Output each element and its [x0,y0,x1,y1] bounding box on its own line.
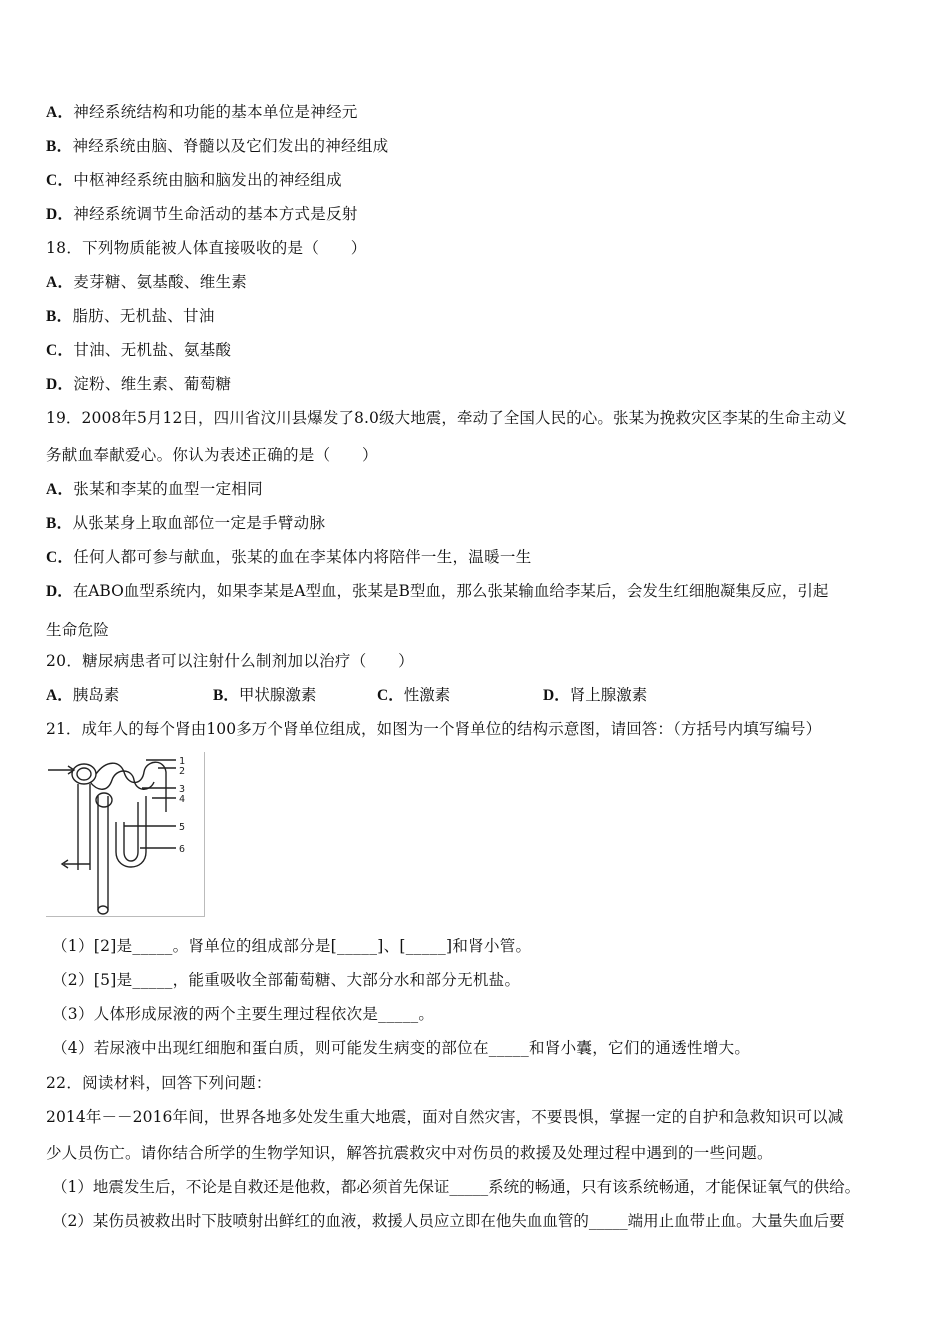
q19-option-c: C．任何人都可参与献血，张某的血在李某体内将陪伴一生，温暖一生 [46,548,532,566]
loop-of-henle [116,796,146,867]
figure-label-1: 1 [179,756,186,767]
q22-sub-1: （1）地震发生后，不论是自救还是他救，都必须首先保证_____系统的畅通，只有该系统畅通，才能保证氧气的供给。 [52,1178,861,1196]
q19-option-d-continuation: 生命危险 [46,621,110,639]
q19-stem-line2: 务献血奉献爱心。你认为表述正确的是（ ） [46,446,378,464]
q19-option-a: A．张某和李某的血型一定相同 [46,480,263,498]
q19-stem-line1: 19．2008年5月12日，四川省汶川县爆发了8.0级大地震，牵动了全国人民的心。张某为挽救灾区李某的生命主动义 [46,409,848,427]
q17-option-d: D．神经系统调节生命活动的基本方式是反射 [46,205,358,223]
q22-paragraph-line2: 少人员伤亡。请你结合所学的生物学知识，解答抗震救灾中对伤员的救援及处理过程中遇到的一些问题。 [46,1144,773,1162]
q22-paragraph-line1: 2014年－－2016年间，世界各地多处发生重大地震，面对自然灾害，不要畏惧，掌握一定的自护和急救知识可以减 [46,1108,844,1126]
q19-option-b: B．从张某身上取血部位一定是手臂动脉 [46,514,326,532]
figure-label-6: 6 [179,844,186,855]
q18-option-d: D．淀粉、维生素、葡萄糖 [46,375,232,393]
q18-option-b: B．脂肪、无机盐、甘油 [46,307,215,325]
q20-option-a: A．胰岛素 [46,686,120,704]
figure-label-2: 2 [179,766,186,777]
q22-stem: 22．阅读材料，回答下列问题： [46,1074,272,1092]
q17-option-a: A．神经系统结构和功能的基本单位是神经元 [46,103,358,121]
nephron-diagram-svg [46,752,204,916]
figure-label-4: 4 [179,794,186,805]
q18-option-c: C．甘油、无机盐、氨基酸 [46,341,232,359]
figure-label-3: 3 [179,784,186,795]
q22-sub-2: （2）某伤员被救出时下肢喷射出鲜红的血液，救援人员应立即在他失血血管的_____端用止血带止血。大量失血后要 [52,1212,845,1230]
q20-stem: 20．糖尿病患者可以注射什么制剂加以治疗（ ） [46,652,414,670]
proximal-tubule [96,762,166,812]
q21-stem: 21．成年人的每个肾由100多万个肾单位组成，如图为一个肾单位的结构示意图，请回答：（方括号内填写编号） [46,720,822,738]
q21-sub-1: （1）[2]是_____。肾单位的组成部分是[_____]、[_____]和肾小管。 [52,937,532,955]
nephron-diagram [46,752,205,917]
q18-option-a: A．麦芽糖、氨基酸、维生素 [46,273,248,291]
q18-stem: 18．下列物质能被人体直接吸收的是（ ） [46,239,367,257]
q20-option-d: D．肾上腺激素 [543,686,648,704]
q20-option-b: B．甲状腺激素 [213,686,317,704]
loop-of-henle-inner [124,802,138,861]
q21-sub-2: （2）[5]是_____，能重吸收全部葡萄糖、大部分水和部分无机盐。 [52,971,521,989]
duct-end [98,906,108,914]
q21-sub-3: （3）人体形成尿液的两个主要生理过程依次是_____。 [52,1005,435,1023]
q21-sub-4: （4）若尿液中出现红细胞和蛋白质，则可能发生病变的部位在_____和肾小囊，它们的通透性增大。 [52,1039,751,1057]
q17-option-c: C．中枢神经系统由脑和脑发出的神经组成 [46,171,342,189]
distal-tubule [90,771,154,789]
q17-option-b: B．神经系统由脑、脊髓以及它们发出的神经组成 [46,137,389,155]
renal-capsule [77,768,91,780]
q19-option-d: D．在ABO血型系统内，如果李某是A型血，张某是B型血，那么张某输血给李某后，会发生红细胞凝集反应，引起 [46,582,829,600]
q20-option-c: C．性激素 [377,686,451,704]
glomerulus [72,764,96,784]
figure-label-5: 5 [179,822,186,833]
